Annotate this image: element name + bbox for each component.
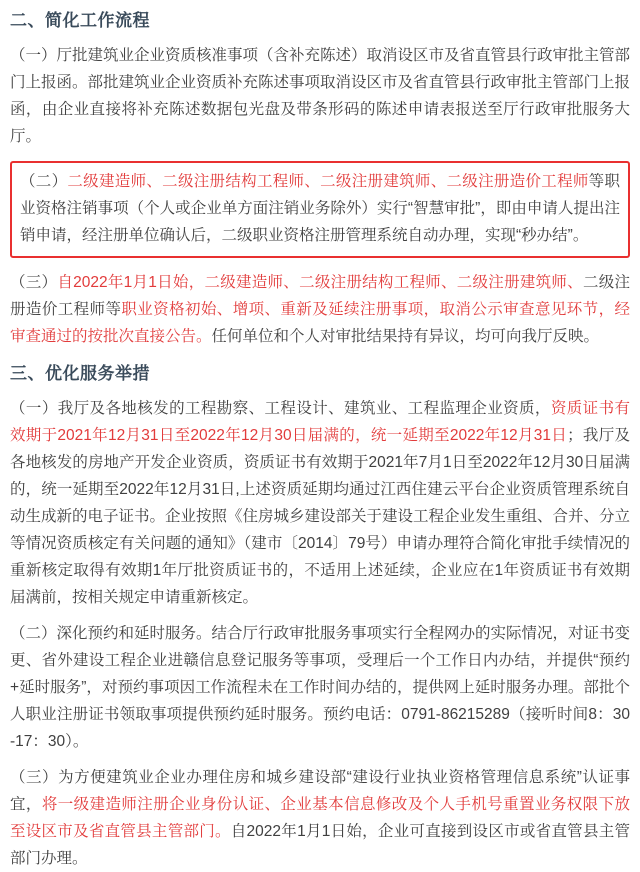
red-emphasis-run: 资质证书有效期于2021年12月31日至2022年12月30日届满的，统一延期至2022年12月31日 (10, 400, 630, 444)
text-run: （一）厅批建筑业企业资质核准事项（含补充陈述）取消设区市及省直管县行政审批主管部门上报函。部批建筑业企业资质补充陈述事项取消设区市及省直管县行政审批主管部门上报函，由企业直接将补充陈述数据包光盘及带条形码的陈述申请表报送至厅行政审批服务大厅。 (10, 47, 631, 145)
text-run: 二级注册造价工程师等 (10, 274, 630, 318)
paragraph (10, 764, 630, 872)
paragraph (20, 168, 620, 249)
paragraph (10, 42, 630, 150)
red-emphasis-run: 职业资格初始、增项、重新及延续注册事项，取消公示审查意见环节，经审查通过的按批次直接公告。 (10, 301, 630, 345)
red-emphasis-run: 自2022年1月1日始，二级建造师、二级注册结构工程师、二级注册建筑师、 (57, 274, 583, 291)
text-run: ；我厅及各地核发的房地产开发企业资质，资质证书有效期于2021年7月1日至2022年12月30日届满的，统一延期至2022年12月31日,上述资质延期均通过江西住建云平台企业资质管理系统自动生成新的电子证书。企业按照《住房城乡建设部关于建设工程企业发生重组、合并、分立等情况资质核定有关问题的通知》（建市〔2014〕79号）申请办理符合简化审批手续情况的重新核定取得有效期1年厅批资质证书的，不适用上述延续，企业应在1年资质证书有效期届满前，按相关规定申请重新核定。 (10, 427, 631, 606)
text-run: （二） (20, 173, 68, 190)
text-run: 等职业资格注销事项（个人或企业单方面注销业务除外）实行“智慧审批”，即由申请人提出注销申请，经注册单位确认后，二级职业资格注册管理系统自动办理，实现“秒办结”。 (20, 173, 620, 244)
text-run: （三）为方便建筑业企业办理住房和城乡建设部“建设行业执业资格管理信息系统”认证事宜， (10, 769, 630, 813)
text-run: （一）我厅及各地核发的工程勘察、工程设计、建筑业、工程监理企业资质， (10, 400, 551, 417)
paragraph (10, 269, 630, 350)
red-emphasis-run: 二级建造师、二级注册结构工程师、二级注册建筑师、二级注册造价工程师 (67, 173, 589, 190)
text-run: （二）深化预约和延时服务。结合厅行政审批服务事项实行全程网办的实际情况，对证书变更、省外建设工程企业进赣信息登记服务等事项，受理后一个工作日内办结，并提供“预约+延时服务”，对预约事项因工作流程未在工作时间办结的，提供网上延时服务办理。部批个人职业注册证书领取事项提供预约延时服务。预约电话：0791-86215289（接听时间8：30-17：30）。 (10, 625, 631, 750)
highlight-box (10, 161, 630, 258)
red-emphasis-run: 将一级建造师注册企业身份认证、企业基本信息修改及个人手机号重置业务权限下放至设区市及省直管县主管部门。 (10, 796, 630, 840)
section-heading: 三、优化服务举措 (10, 364, 150, 383)
paragraph (10, 395, 630, 611)
section-heading: 二、简化工作流程 (10, 11, 150, 30)
paragraph (10, 620, 630, 755)
text-run: （三） (10, 274, 58, 291)
text-run: 自2022年1月1日始，企业可直接到设区市或省直管县主管部门办理。 (10, 823, 630, 867)
text-run: 任何单位和个人对审批结果持有异议，均可向我厅反映。 (211, 328, 600, 345)
